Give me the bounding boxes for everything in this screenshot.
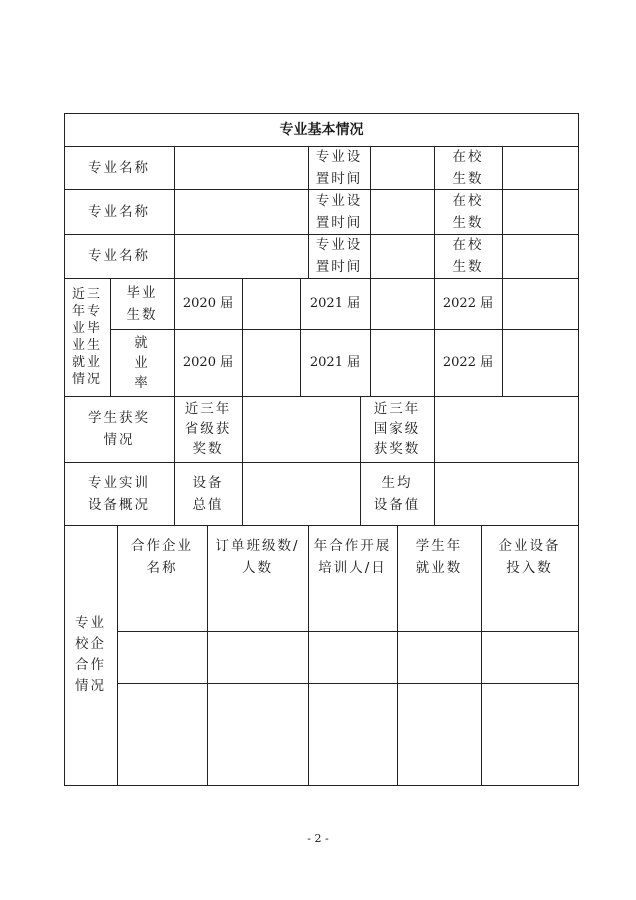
enrolled-label [434, 189, 502, 234]
major-name-value[interactable] [175, 235, 308, 278]
coop-header-line: 人数 [242, 560, 273, 576]
coop-header-training [308, 525, 397, 581]
employment-2021-value[interactable] [371, 330, 434, 396]
major-name-label: 专业名称 [88, 159, 150, 176]
coop-header-line: 培训人/日 [318, 560, 387, 576]
coop-row-2[interactable] [118, 632, 578, 683]
setup-time-label [308, 146, 370, 189]
setup-time-label-line1: 专业设 [315, 237, 363, 253]
setup-time-label-line1: 专业设 [315, 148, 363, 165]
employment-group-line: 年专 [71, 304, 102, 319]
major-name-value[interactable] [175, 147, 308, 189]
major-name-label: 专业名称 [88, 203, 150, 220]
coop-row-3[interactable] [118, 684, 578, 785]
national-awards-value[interactable] [435, 397, 578, 462]
major-name-label: 专业名称 [88, 248, 150, 264]
provincial-awards-label [174, 396, 242, 462]
setup-time-label-line1: 专业设 [315, 192, 363, 209]
employment-year-2021: 2021 届 [309, 354, 361, 370]
equipment-per-student-value[interactable] [435, 463, 578, 525]
coop-header-line: 学生年 [415, 538, 463, 554]
setup-time-label [308, 234, 370, 278]
graduates-year-2022: 2022 届 [442, 295, 494, 311]
cooperation-group-line: 校企 [75, 636, 106, 652]
equipment-per-student-label [360, 462, 434, 525]
equipment-per-student-line1: 生均 [381, 474, 413, 491]
employment-year-2020: 2020 届 [182, 354, 234, 370]
graduates-label-line1: 毕业 [126, 284, 158, 301]
graduates-year-2021: 2021 届 [309, 295, 361, 311]
cooperation-group-line: 合作 [75, 657, 106, 673]
setup-time-value[interactable] [371, 147, 434, 189]
graduates-label [110, 278, 174, 329]
equipment-total-label [174, 462, 242, 525]
employment-rate-line: 就 [134, 334, 150, 351]
graduates-2022-value[interactable] [503, 279, 578, 329]
equipment-total-line1: 设备 [192, 474, 224, 491]
enrolled-label-line2: 生数 [452, 259, 484, 275]
major-name-value[interactable] [175, 190, 308, 234]
provincial-awards-line: 奖数 [192, 441, 224, 457]
enrolled-value[interactable] [503, 147, 578, 189]
equipment-total-line2: 总值 [192, 496, 224, 513]
coop-header-enterprise [117, 525, 207, 581]
enrolled-label-line1: 在校 [452, 237, 484, 253]
enrolled-value[interactable] [503, 235, 578, 278]
graduates-year-2020: 2020 届 [182, 295, 234, 311]
coop-header-line: 就业数 [415, 560, 463, 576]
employment-group-line: 情况 [71, 372, 102, 387]
setup-time-label-line2: 置时间 [315, 259, 363, 275]
enrolled-label [434, 146, 502, 189]
awards-label-line1: 学生获奖 [88, 410, 150, 426]
equipment-label-line1: 专业实训 [88, 474, 150, 491]
awards-label [64, 396, 174, 462]
equipment-per-student-line2: 设备值 [373, 496, 421, 513]
employment-group-label [64, 278, 110, 396]
graduates-2020-value[interactable] [243, 279, 300, 329]
coop-header-employment [397, 525, 481, 581]
awards-label-line2: 情况 [103, 432, 135, 448]
employment-rate-line: 率 [134, 374, 150, 391]
coop-header-line: 合作企业 [131, 538, 193, 554]
table-border-bottom [64, 785, 579, 786]
employment-year-2022: 2022 届 [442, 354, 494, 370]
enrolled-value[interactable] [503, 190, 578, 234]
table-title: 专业基本情况 [279, 121, 364, 138]
coop-row-1[interactable] [118, 581, 578, 631]
setup-time-value[interactable] [371, 235, 434, 278]
setup-time-label-line2: 置时间 [315, 214, 363, 231]
national-awards-line: 获奖数 [373, 441, 421, 457]
employment-rate-line: 业 [134, 354, 150, 371]
table-border-right [578, 113, 579, 786]
enrolled-label-line1: 在校 [452, 192, 484, 209]
coop-header-line: 企业设备 [498, 538, 561, 554]
employment-group-line: 近三 [71, 287, 102, 302]
graduates-2021-value[interactable] [371, 279, 434, 329]
enrolled-label-line2: 生数 [452, 214, 484, 231]
enrolled-label [434, 234, 502, 278]
coop-header-line: 名称 [146, 560, 178, 576]
coop-header-line: 投入数 [506, 560, 553, 576]
coop-header-line: 年合作开展 [313, 538, 392, 554]
employment-rate-label [110, 329, 174, 396]
cooperation-group-line: 情况 [75, 678, 106, 694]
employment-2022-value[interactable] [503, 330, 578, 396]
page-number: - 2 - [307, 832, 329, 845]
setup-time-value[interactable] [371, 190, 434, 234]
national-awards-line: 国家级 [373, 421, 421, 437]
enrolled-label-line1: 在校 [452, 148, 484, 165]
equipment-total-value[interactable] [243, 463, 360, 525]
employment-group-line: 业生 [71, 338, 102, 353]
coop-header-line: 订单班级数/ [215, 538, 300, 554]
employment-2020-value[interactable] [243, 330, 300, 396]
provincial-awards-line: 近三年 [184, 401, 232, 417]
cooperation-group-line: 专业 [75, 615, 106, 631]
national-awards-line: 近三年 [373, 401, 421, 417]
national-awards-label [360, 396, 434, 462]
equipment-label-line2: 设备概况 [88, 496, 150, 513]
cooperation-group-label [64, 525, 117, 785]
employment-group-line: 业毕 [71, 321, 102, 336]
setup-time-label [308, 189, 370, 234]
setup-time-label-line2: 置时间 [315, 170, 363, 187]
provincial-awards-line: 省级获 [184, 421, 232, 437]
enrolled-label-line2: 生数 [452, 170, 484, 187]
employment-group-line: 就业 [71, 355, 102, 370]
equipment-label [64, 462, 174, 525]
coop-header-order-class [207, 525, 308, 581]
provincial-awards-value[interactable] [243, 397, 360, 462]
coop-header-equipment-investment [481, 525, 578, 581]
graduates-label-line2: 生数 [126, 306, 158, 323]
